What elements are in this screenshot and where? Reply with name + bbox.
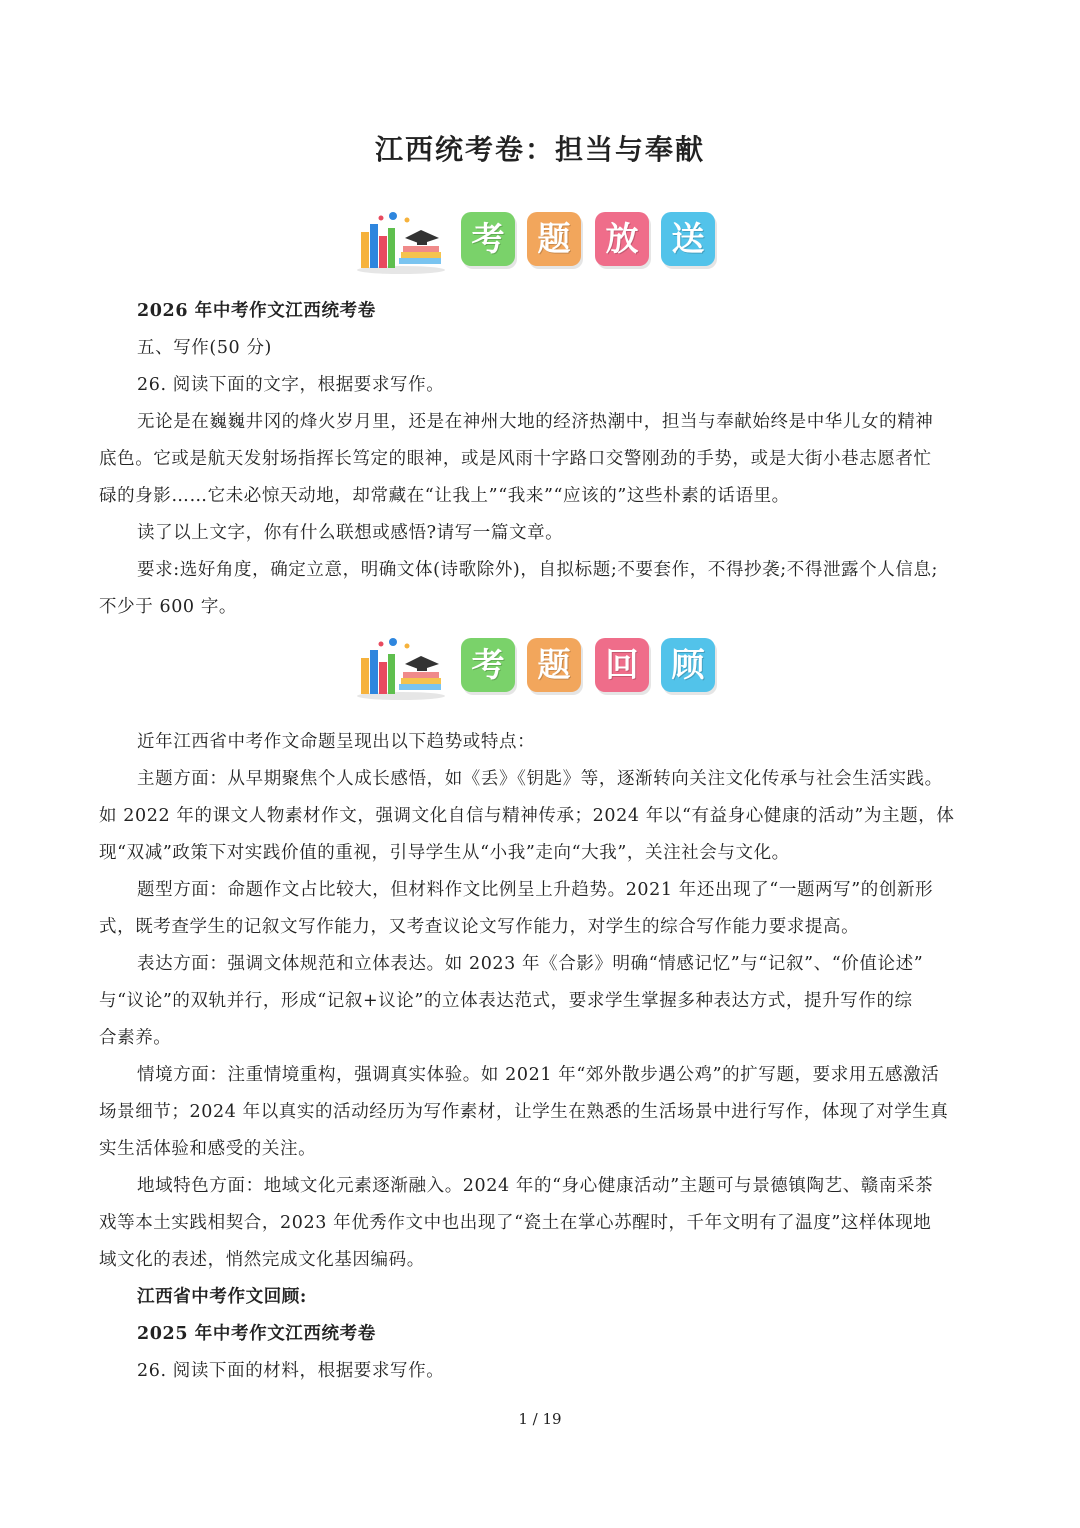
tile-song: 送 <box>661 212 715 266</box>
paragraph-line: 26. 阅读下面的文字，根据要求写作。 <box>137 375 445 395</box>
tile-kao: 考 <box>461 212 515 266</box>
exam-heading-2025: 2025 年中考作文江西统考卷 <box>137 1324 376 1344</box>
paragraph-line: 戏等本土实践相契合，2023 年优秀作文中也出现了“瓷土在掌心苏醒时，千年文明有了温度”这样体现地 <box>99 1213 932 1233</box>
tile-gu: 顾 <box>661 638 715 692</box>
paragraph-line: 底色。它或是航天发射场指挥长笃定的眼神，或是风雨十字路口交警刚劲的手势，或是大街小巷志愿者忙 <box>99 449 932 469</box>
paragraph-line: 域文化的表述，悄然完成文化基因编码。 <box>99 1250 425 1270</box>
section-banner-exam-review <box>355 636 725 700</box>
books-graduation-cap-icon <box>355 210 447 274</box>
tile-ti: 题 <box>527 212 581 266</box>
paragraph-line: 与“议论”的双轨并行，形成“记叙+议论”的立体表达范式，要求学生掌握多种表达方式，提升写作的综 <box>99 991 913 1011</box>
paragraph-line: 表达方面：强调文体规范和立体表达。如 2023 年《合影》明确“情感记忆”与“记叙”、“价值论述” <box>137 954 924 974</box>
page-number: 1 / 19 <box>518 1410 562 1428</box>
section-banner-exam-release <box>355 210 725 274</box>
paragraph-line: 主题方面：从早期聚焦个人成长感悟，如《丢》《钥匙》等，逐渐转向关注文化传承与社会生活实践。 <box>137 769 943 789</box>
tile-hui: 回 <box>595 638 649 692</box>
paragraph-line: 地域特色方面：地域文化元素逐渐融入。2024 年的“身心健康活动”主题可与景德镇陶艺、赣南采茶 <box>137 1176 934 1196</box>
paragraph-line: 实生活体验和感受的关注。 <box>99 1139 317 1159</box>
paragraph-line: 如 2022 年的课文人物素材作文，强调文化自信与精神传承；2024 年以“有益身心健康的活动”为主题，体 <box>99 806 955 826</box>
paragraph-line: 无论是在巍巍井冈的烽火岁月里，还是在神州大地的经济热潮中，担当与奉献始终是中华儿女的精神 <box>137 412 934 432</box>
paragraph-line: 合素养。 <box>99 1028 172 1048</box>
tile-fang: 放 <box>595 212 649 266</box>
paragraph-line: 读了以上文字，你有什么联想或感悟?请写一篇文章。 <box>137 523 564 543</box>
paragraph-line: 要求:选好角度，确定立意，明确文体(诗歌除外)，自拟标题;不要套作，不得抄袭;不得泄露个人信息; <box>137 560 939 580</box>
page-title: 江西统考卷：担当与奉献 <box>374 133 705 166</box>
tile-ti: 题 <box>527 638 581 692</box>
paragraph-line: 现“双减”政策下对实践价值的重视，引导学生从“小我”走向“大我”，关注社会与文化。 <box>99 843 790 863</box>
books-graduation-cap-icon <box>355 636 447 700</box>
paragraph-line: 26. 阅读下面的材料，根据要求写作。 <box>137 1361 445 1381</box>
paragraph-line: 不少于 600 字。 <box>99 597 238 617</box>
paragraph-line: 式，既考查学生的记叙文写作能力，又考查议论文写作能力，对学生的综合写作能力要求提高。 <box>99 917 860 937</box>
paragraph-line: 五、写作(50 分) <box>137 338 272 358</box>
paragraph-line: 场景细节；2024 年以真实的活动经历为写作素材，让学生在熟悉的生活场景中进行写作，体现了对学生真 <box>99 1102 949 1122</box>
paragraph-line: 碌的身影……它未必惊天动地，却常藏在“让我上”“我来”“应该的”这些朴素的话语里。 <box>99 486 790 506</box>
paragraph-line: 情境方面：注重情境重构，强调真实体验。如 2021 年“郊外散步遇公鸡”的扩写题，要求用五感激活 <box>137 1065 940 1085</box>
review-heading: 江西省中考作文回顾: <box>137 1287 307 1307</box>
paragraph-line: 近年江西省中考作文命题呈现出以下趋势或特点： <box>137 732 536 752</box>
tile-kao: 考 <box>461 638 515 692</box>
paragraph-line: 题型方面：命题作文占比较大，但材料作文比例呈上升趋势。2021 年还出现了“一题两写”的创新形 <box>137 880 934 900</box>
exam-heading-2026: 2026 年中考作文江西统考卷 <box>137 301 376 321</box>
